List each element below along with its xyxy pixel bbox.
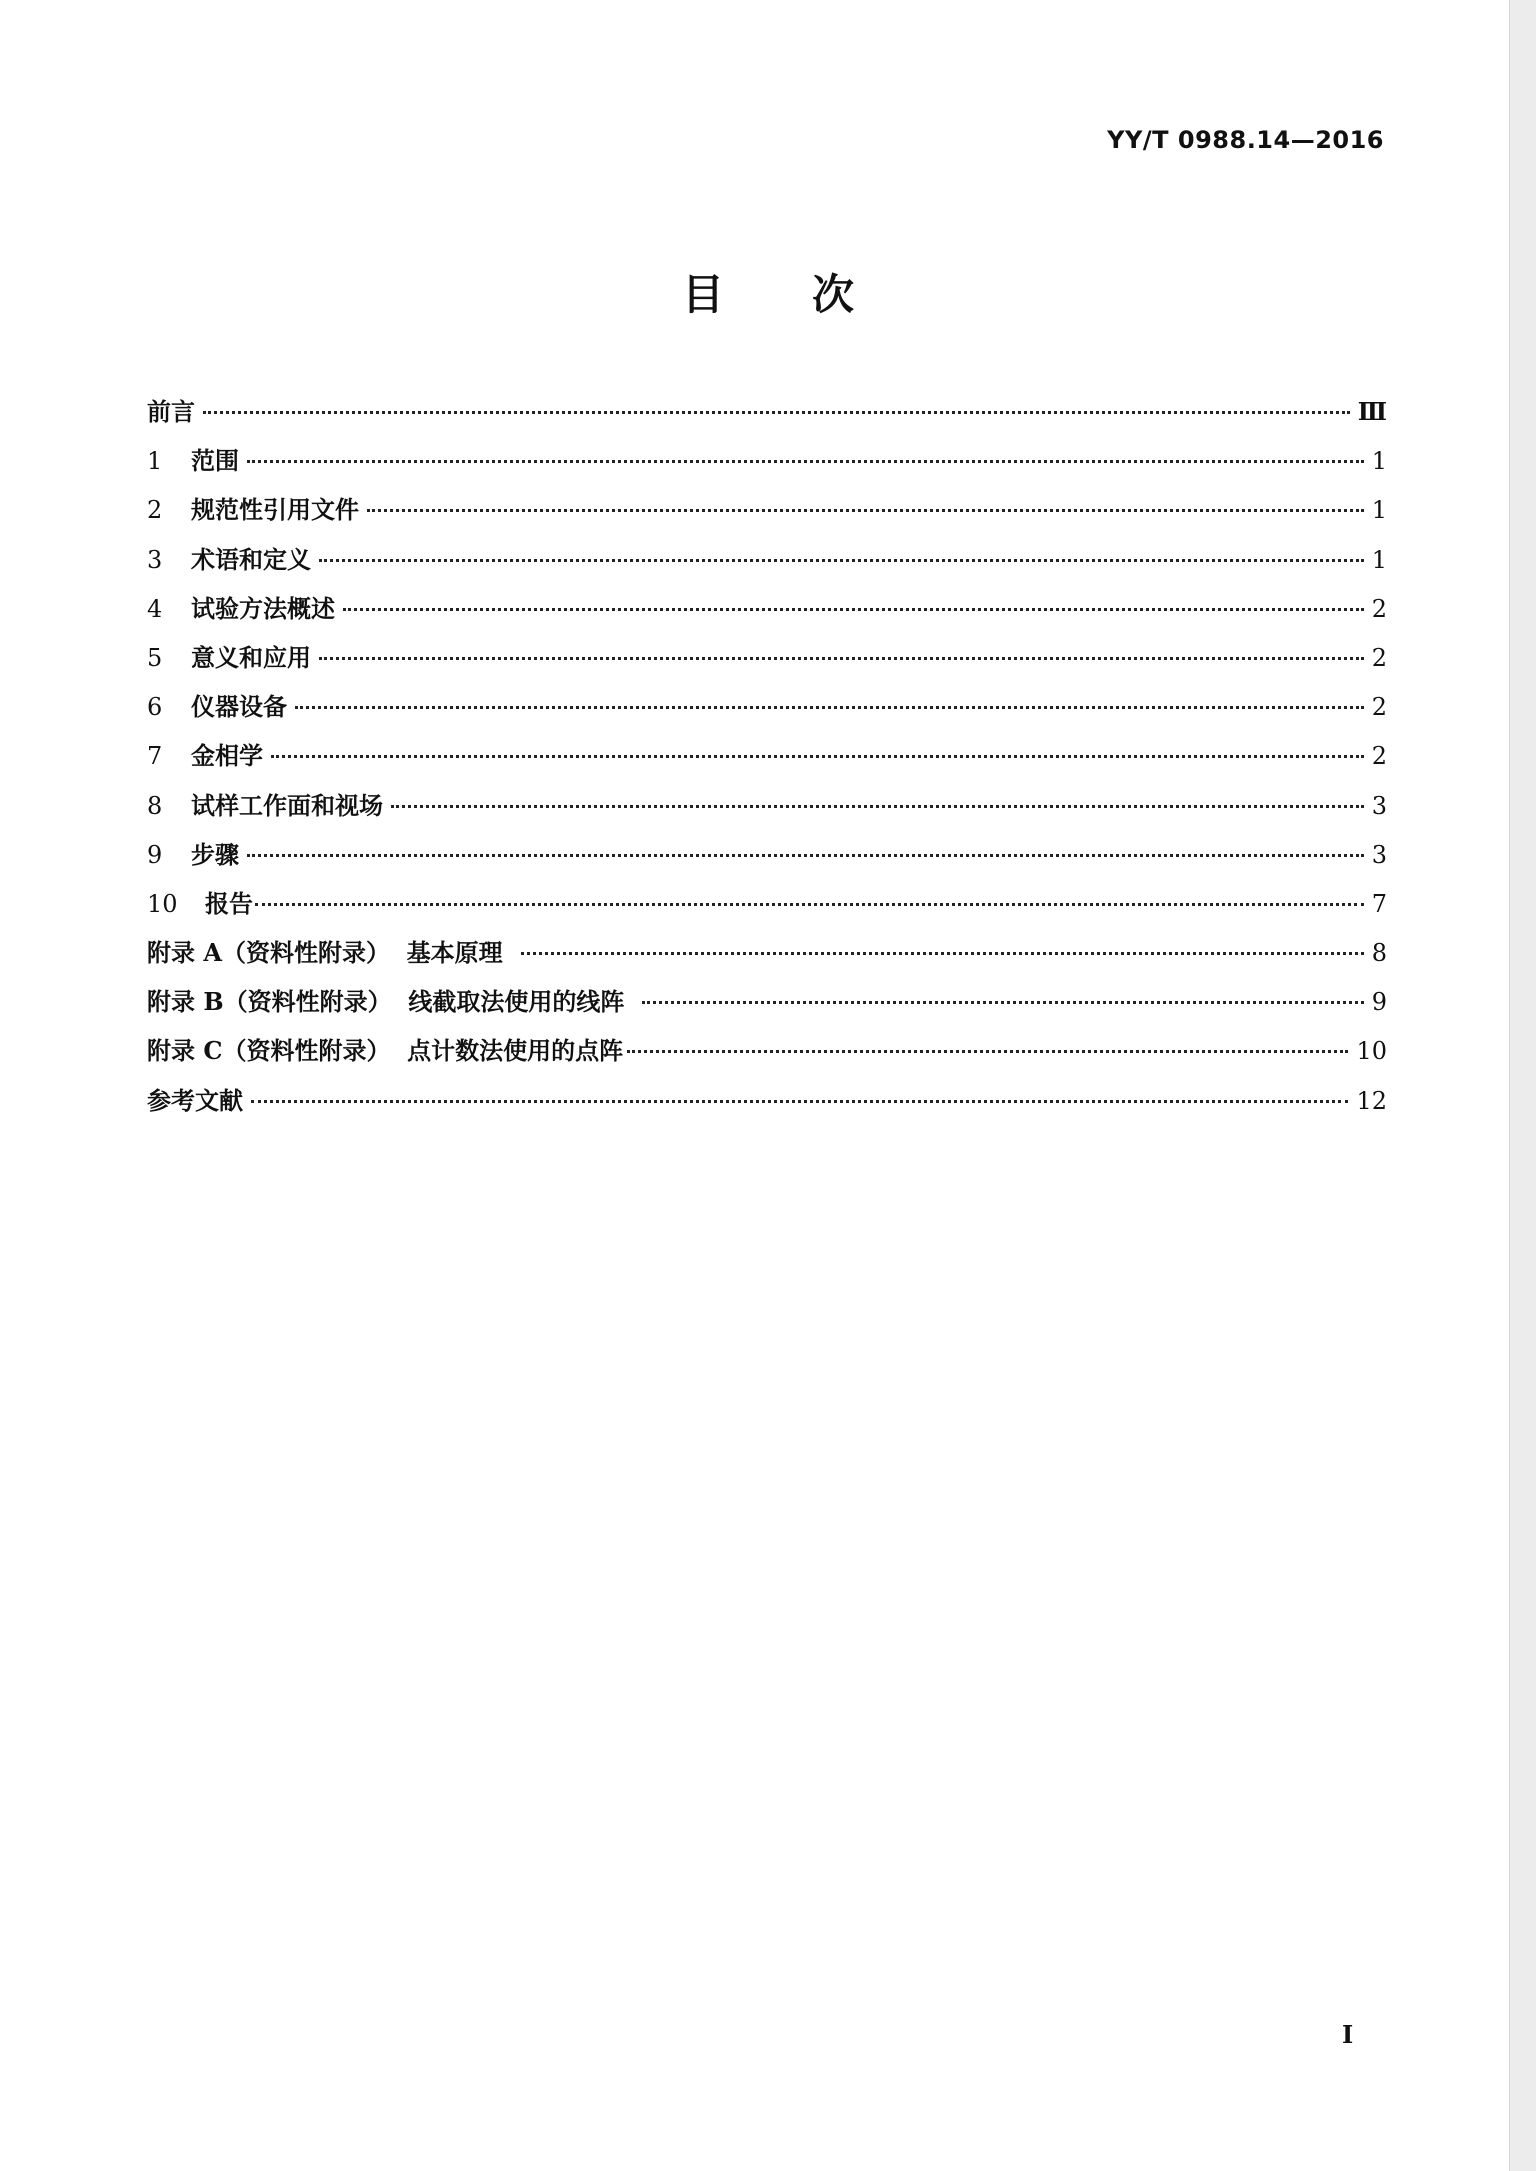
toc-entry-references[interactable]: [147, 1081, 1387, 1130]
toc-entry-number: 1: [147, 447, 163, 476]
toc-entry-page: 1: [1371, 545, 1387, 574]
toc-entry-title: 附录 C（资料性附录） 点计数法使用的点阵: [147, 1036, 624, 1066]
toc-entry-page: 2: [1371, 693, 1387, 722]
page-title: [0, 262, 1536, 322]
toc-leader-dots: [521, 952, 1364, 955]
toc-entry-title: 金相学: [191, 741, 263, 771]
toc-entry-5[interactable]: [147, 638, 1387, 687]
toc-entry-6[interactable]: [147, 687, 1387, 736]
toc-leader-dots: [271, 755, 1364, 758]
toc-entry-page: 1: [1371, 447, 1387, 476]
standard-code: YY/T 0988.14—2016: [1107, 126, 1384, 154]
table-of-contents: [147, 392, 1387, 1130]
toc-entry-title: 试样工作面和视场: [191, 790, 383, 820]
toc-entry-10[interactable]: [147, 884, 1387, 933]
toc-entry-appendix-b[interactable]: [147, 982, 1387, 1031]
toc-entry-title: 附录 B（资料性附录） 线截取法使用的线阵: [147, 987, 625, 1017]
toc-entry-number: 10: [147, 889, 178, 918]
toc-leader-dots: [255, 903, 1364, 906]
toc-leader-dots: [343, 608, 1364, 611]
toc-leader-dots: [642, 1001, 1363, 1004]
toc-entry-page: 2: [1371, 742, 1387, 771]
toc-entry-2[interactable]: [147, 490, 1387, 539]
toc-entry-number: 2: [147, 496, 163, 525]
toc-entry-page: 1: [1371, 496, 1387, 525]
toc-entry-page: 2: [1371, 594, 1387, 623]
toc-entry-page: 7: [1371, 889, 1387, 918]
toc-entry-9[interactable]: [147, 835, 1387, 884]
toc-entry-number: 8: [147, 791, 163, 820]
toc-entry-1[interactable]: [147, 441, 1387, 490]
toc-entry-4[interactable]: [147, 589, 1387, 638]
toc-entry-8[interactable]: [147, 786, 1387, 835]
toc-entry-title: 试验方法概述: [191, 593, 335, 623]
toc-leader-dots: [251, 1100, 1348, 1103]
toc-entry-page: 2: [1371, 643, 1387, 672]
toc-leader-dots: [247, 460, 1364, 463]
toc-entry-3[interactable]: [147, 540, 1387, 589]
toc-entry-title: 范围: [191, 446, 239, 476]
toc-entry-title: 意义和应用: [191, 642, 311, 672]
toc-entry-page: Ⅲ: [1357, 397, 1387, 426]
page-title-char-2: 次: [812, 270, 855, 319]
toc-entry-page: 9: [1371, 988, 1387, 1017]
toc-entry-appendix-a[interactable]: [147, 933, 1387, 982]
toc-entry-page: 3: [1371, 840, 1387, 869]
toc-leader-dots: [627, 1050, 1348, 1053]
toc-entry-page: 3: [1371, 791, 1387, 820]
toc-entry-page: 12: [1356, 1086, 1387, 1115]
toc-entry-title: 报告: [205, 888, 253, 918]
toc-leader-dots: [203, 411, 1350, 414]
toc-entry-number: 4: [147, 594, 163, 623]
toc-entry-title: 术语和定义: [191, 544, 311, 574]
toc-entry-title: 参考文献: [147, 1085, 243, 1115]
toc-leader-dots: [247, 854, 1364, 857]
toc-entry-page: 10: [1356, 1037, 1387, 1066]
toc-leader-dots: [295, 706, 1364, 709]
toc-entry-title: 步骤: [191, 839, 239, 869]
toc-entry-title: 前言: [147, 397, 195, 426]
toc-entry-title: 仪器设备: [191, 692, 287, 722]
toc-entry-page: 8: [1371, 939, 1387, 968]
toc-leader-dots: [391, 805, 1364, 808]
toc-entry-appendix-c[interactable]: [147, 1031, 1387, 1080]
page-number: I: [1342, 2020, 1354, 2049]
toc-entry-number: 7: [147, 742, 163, 771]
toc-leader-dots: [319, 559, 1364, 562]
toc-leader-dots: [319, 657, 1364, 660]
toc-entry-title: 规范性引用文件: [191, 495, 359, 525]
page-title-char-1: 目: [681, 270, 724, 319]
page-edge-strip: [1509, 0, 1536, 2171]
toc-entry-7[interactable]: [147, 736, 1387, 785]
toc-entry-number: 9: [147, 840, 163, 869]
toc-leader-dots: [367, 509, 1364, 512]
toc-entry-title: 附录 A（资料性附录） 基本原理: [147, 938, 503, 968]
toc-entry-number: 5: [147, 643, 163, 672]
toc-entry-foreword[interactable]: [147, 392, 1387, 441]
toc-entry-number: 3: [147, 545, 163, 574]
toc-entry-number: 6: [147, 693, 163, 722]
